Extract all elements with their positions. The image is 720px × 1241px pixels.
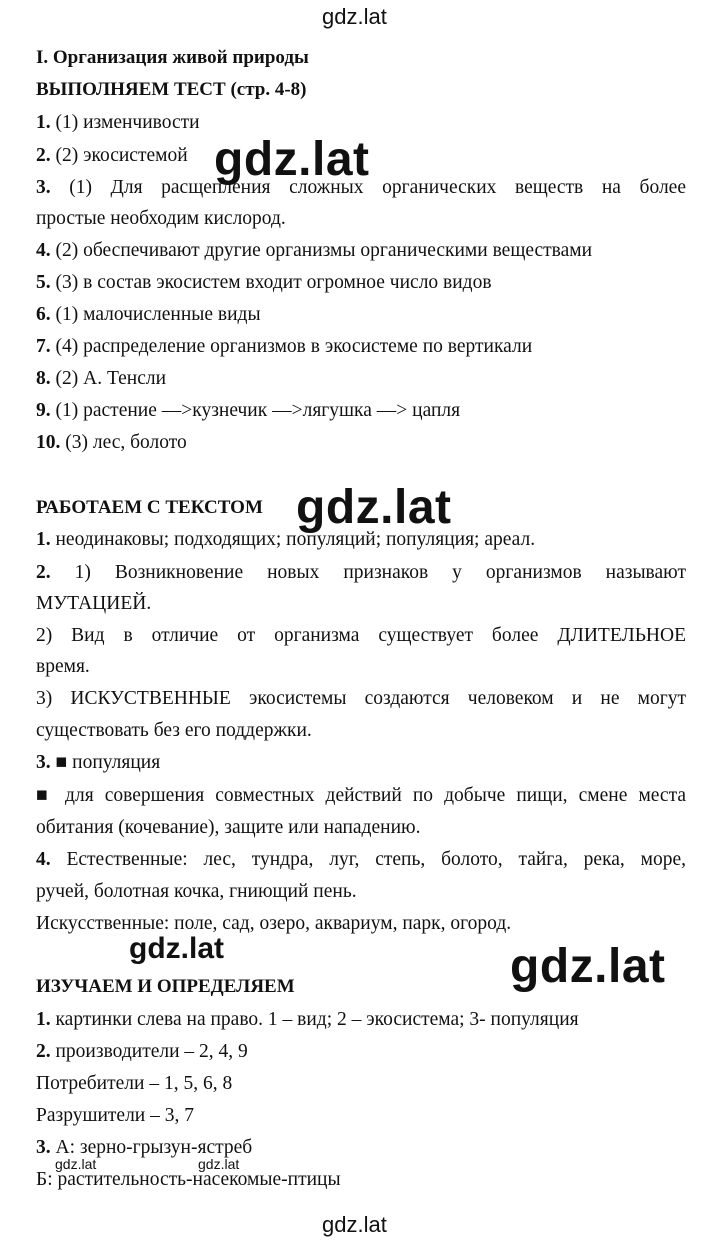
item-text: МУТАЦИЕЙ. bbox=[36, 593, 152, 614]
item-text: ■ популяция bbox=[50, 752, 161, 773]
item-number: 2. bbox=[36, 145, 51, 166]
study-line-4 bbox=[36, 1104, 686, 1128]
watermark-mid-2: gdz.lat bbox=[296, 481, 452, 534]
item-text: ■ для совершения совместных действий по добыче пищи, смене места bbox=[36, 785, 686, 806]
item-number: 9. bbox=[36, 400, 51, 421]
item-number: 10. bbox=[36, 432, 61, 453]
item-text: существовать без его поддержки. bbox=[36, 720, 312, 741]
text-work-line-9 bbox=[36, 784, 686, 808]
item-number: 3. bbox=[36, 1137, 51, 1158]
item-text: обитания (кочевание), защите или нападению. bbox=[36, 817, 421, 838]
text-work-line-12 bbox=[36, 880, 686, 904]
item-text: Б: растительность-насекомые-птицы bbox=[36, 1169, 341, 1190]
item-text: (4) распределение организмов в экосистеме по вертикали bbox=[50, 336, 533, 357]
item-number: 2. bbox=[36, 562, 51, 583]
text-work-heading: РАБОТАЕМ С ТЕКСТОМ bbox=[36, 497, 263, 518]
section-title: I. Организация живой природы bbox=[36, 47, 309, 68]
watermark-tiny-1: gdz.lat bbox=[55, 1156, 97, 1172]
test-item-5 bbox=[36, 271, 686, 295]
text-work-line-3 bbox=[36, 592, 686, 616]
test-heading: ВЫПОЛНЯЕМ ТЕСТ (стр. 4-8) bbox=[36, 79, 307, 100]
study-line-5 bbox=[36, 1136, 686, 1160]
item-number: 4. bbox=[36, 240, 51, 261]
study-line-1 bbox=[36, 1008, 686, 1032]
text-work-line-2 bbox=[36, 561, 686, 585]
item-text: (1) изменчивости bbox=[50, 112, 200, 133]
item-text: неодинаковы; подходящих; популяций; популяция; ареал. bbox=[50, 529, 536, 550]
item-text: (1) растение —>кузнечик —>лягушка —> цапля bbox=[50, 400, 461, 421]
text-work-line-11 bbox=[36, 848, 686, 872]
test-item-8 bbox=[36, 367, 686, 391]
watermark-left: gdz.lat bbox=[129, 932, 224, 965]
item-number: 1. bbox=[36, 1009, 51, 1030]
item-text: простые необходим кислород. bbox=[36, 208, 286, 229]
test-item-3-cont bbox=[36, 207, 686, 231]
item-number: 8. bbox=[36, 368, 51, 389]
item-text: Потребители – 1, 5, 6, 8 bbox=[36, 1073, 233, 1094]
item-text: Разрушители – 3, 7 bbox=[36, 1105, 194, 1126]
item-text: ручей, болотная кочка, гниющий пень. bbox=[36, 881, 357, 902]
item-number: 3. bbox=[36, 752, 51, 773]
test-item-9 bbox=[36, 399, 686, 423]
test-item-4 bbox=[36, 239, 686, 263]
study-heading: ИЗУЧАЕМ И ОПРЕДЕЛЯЕМ bbox=[36, 976, 295, 997]
text-work-line-10 bbox=[36, 816, 686, 840]
test-item-6 bbox=[36, 303, 686, 327]
item-text: (3) в состав экосистем входит огромное число видов bbox=[50, 272, 492, 293]
item-number: 1. bbox=[36, 529, 51, 550]
item-text: (2) обеспечивают другие организмы органическими веществами bbox=[50, 240, 593, 261]
item-number: 2. bbox=[36, 1041, 51, 1062]
item-number: 5. bbox=[36, 272, 51, 293]
watermark-bottom: gdz.lat bbox=[322, 1212, 387, 1237]
item-text: 2) Вид в отличие от организма существует более ДЛИТЕЛЬНОЕ bbox=[36, 625, 686, 646]
text-work-line-8 bbox=[36, 751, 686, 775]
study-line-2 bbox=[36, 1040, 686, 1064]
item-text: 3) ИСКУСТВЕННЫЕ экосистемы создаются человеком и не могут bbox=[36, 688, 686, 709]
item-number: 1. bbox=[36, 112, 51, 133]
watermark-mid-1: gdz.lat bbox=[214, 133, 370, 186]
item-text: А: зерно-грызун-ястреб bbox=[50, 1137, 253, 1158]
item-text: Естественные: лес, тундра, луг, степь, болото, тайга, река, море, bbox=[50, 849, 686, 870]
item-text: картинки слева на право. 1 – вид; 2 – экосистема; 3- популяция bbox=[50, 1009, 579, 1030]
item-number: 6. bbox=[36, 304, 51, 325]
item-number: 7. bbox=[36, 336, 51, 357]
item-text: (1) малочисленные виды bbox=[50, 304, 261, 325]
item-text: производители – 2, 4, 9 bbox=[50, 1041, 248, 1062]
item-text: Искусственные: поле, сад, озеро, аквариум, парк, огород. bbox=[36, 913, 512, 934]
item-text: (1) Для расщепления сложных органических веществ на более bbox=[50, 177, 686, 198]
text-work-line-4 bbox=[36, 624, 686, 648]
watermark-top: gdz.lat bbox=[322, 4, 387, 29]
test-item-10 bbox=[36, 431, 686, 455]
study-line-3 bbox=[36, 1072, 686, 1096]
item-text: время. bbox=[36, 656, 90, 677]
test-item-7 bbox=[36, 335, 686, 359]
item-text: 1) Возникновение новых признаков у организмов называют bbox=[50, 562, 686, 583]
item-text: (3) лес, болото bbox=[60, 432, 187, 453]
item-text: (2) экосистемой bbox=[50, 145, 188, 166]
text-work-line-5 bbox=[36, 655, 686, 679]
text-work-line-7 bbox=[36, 719, 686, 743]
text-work-line-6 bbox=[36, 687, 686, 711]
item-number: 4. bbox=[36, 849, 51, 870]
study-line-6 bbox=[36, 1168, 686, 1192]
watermark-tiny-2: gdz.lat bbox=[198, 1156, 240, 1172]
watermark-right: gdz.lat bbox=[510, 940, 666, 993]
item-number: 3. bbox=[36, 177, 51, 198]
item-text: (2) А. Тенсли bbox=[50, 368, 167, 389]
